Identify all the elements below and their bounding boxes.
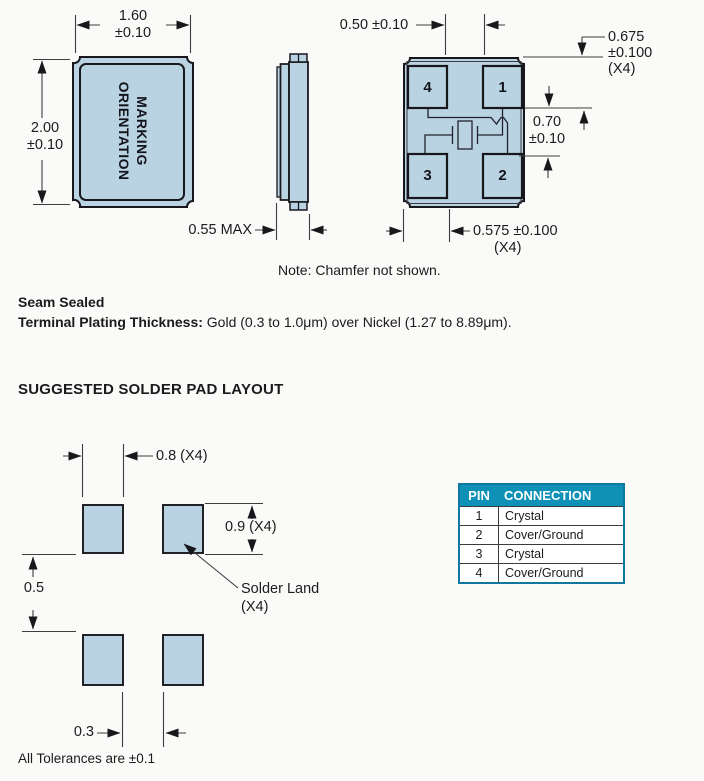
connection-cell: Cover/Ground xyxy=(505,566,584,580)
col-gap-dimension-label: 0.3 xyxy=(73,724,94,740)
connection-cell: Cover/Ground xyxy=(505,528,584,542)
tolerance-note: All Tolerances are ±0.1 xyxy=(18,751,155,766)
solder-pad-bottom-left xyxy=(83,635,123,685)
solder-land-label: Solder Land (X4) xyxy=(241,581,320,615)
connection-cell: Crystal xyxy=(505,547,544,561)
side-view-lid xyxy=(281,64,290,200)
solder-land-leader-arrow xyxy=(184,544,238,588)
solder-pad-layout-heading: SUGGESTED SOLDER PAD LAYOUT xyxy=(18,381,284,398)
solder-pad-top-right xyxy=(163,505,203,553)
side-view-drawing xyxy=(277,54,308,210)
chamfer-note: Note: Chamfer not shown. xyxy=(278,262,441,278)
pad-3-number: 3 xyxy=(423,167,432,184)
solder-pad-top-left xyxy=(83,505,123,553)
table-row xyxy=(460,544,623,563)
pad-4-number: 4 xyxy=(423,79,432,96)
terminal-plating-value: Gold (0.3 to 1.0μm) over Nickel (1.27 to 8.89μm). xyxy=(202,314,512,330)
pin-table-header-row xyxy=(460,485,623,506)
marking-orientation-label: MARKING ORIENTATION xyxy=(116,81,150,181)
pad-width-dimension xyxy=(63,444,153,497)
pin-cell: 1 xyxy=(460,507,499,525)
terminal-plating-note xyxy=(18,314,512,330)
pin-column-header: PIN xyxy=(468,488,490,503)
edge-pad-dimension xyxy=(386,209,470,242)
pin-cell: 3 xyxy=(460,545,499,563)
solder-pad-layout-drawing xyxy=(22,444,263,747)
side-thickness-dimension-label: 0.55 MAX xyxy=(188,222,252,238)
pin-connection-table xyxy=(458,483,625,584)
corner-pad-dimension-label: 0.675 ±0.100 (X4) xyxy=(608,29,653,77)
pin-cell: 4 xyxy=(460,564,499,582)
table-row xyxy=(460,506,623,525)
edge-pad-dimension-qty: (X4) xyxy=(494,240,522,256)
side-view-body xyxy=(289,62,308,202)
front-height-dimension-label: 2.00 ±0.10 xyxy=(26,120,64,153)
table-row xyxy=(460,563,623,582)
seam-sealed-note: Seam Sealed xyxy=(18,294,105,310)
pad-gap-dimension-label: 0.50 ±0.10 xyxy=(339,17,409,33)
center-gap-dimension-label: 0.70 ±0.10 xyxy=(528,114,566,147)
table-row xyxy=(460,525,623,544)
connection-cell: Crystal xyxy=(505,509,544,523)
pad-2-number: 2 xyxy=(498,167,507,184)
edge-pad-dimension-label: 0.575 ±0.100 xyxy=(473,223,558,239)
connection-column-header: CONNECTION xyxy=(504,488,592,503)
solder-pad-bottom-right xyxy=(163,635,203,685)
row-gap-dimension-label: 0.5 xyxy=(23,580,45,596)
pad-1-number: 1 xyxy=(498,79,507,96)
pad-height-dimension-label: 0.9 (X4) xyxy=(225,519,277,535)
pad-width-dimension-label: 0.8 (X4) xyxy=(156,448,208,464)
col-gap-dimension xyxy=(97,692,186,747)
front-width-dimension-label: 1.60 ±0.10 xyxy=(114,8,152,41)
terminal-plating-label: Terminal Plating Thickness: xyxy=(18,314,203,330)
pin-cell: 2 xyxy=(460,526,499,544)
pad-gap-dimension xyxy=(416,14,505,55)
